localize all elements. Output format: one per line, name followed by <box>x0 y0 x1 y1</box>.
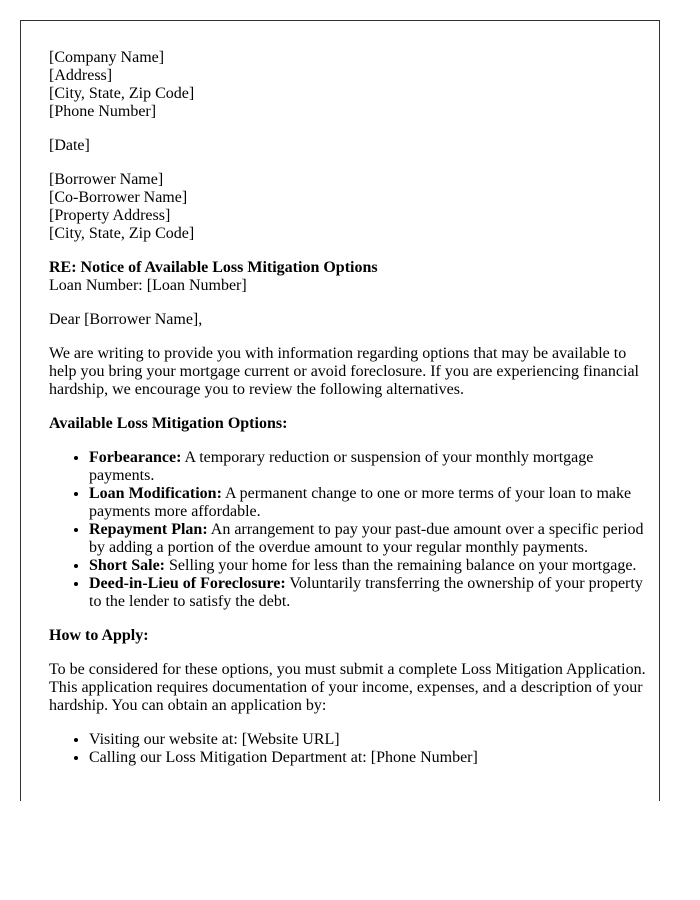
option-term: Short Sale: <box>89 557 165 574</box>
options-heading <box>49 415 649 433</box>
recipient-property-address: [Property Address] <box>49 207 171 224</box>
intro-paragraph: We are writing to provide you with information regarding options that may be available to help you bring your mortgage current or avoid foreclosure. If you are experiencing financial hardship, we encourage you to review the following alternatives. <box>49 345 639 398</box>
subject-re-line: RE: Notice of Available Loss Mitigation Options <box>49 259 378 276</box>
apply-heading <box>49 627 649 645</box>
recipient-block <box>49 171 649 243</box>
letter-date: [Date] <box>49 137 90 154</box>
letter-page <box>20 20 660 801</box>
recipient-borrower-name: [Borrower Name] <box>49 171 164 188</box>
option-description: A temporary reduction or suspension of your monthly mortgage payments. <box>89 449 594 484</box>
option-description: A permanent change to one or more terms of your loan to make payments more affordable. <box>89 485 632 520</box>
sender-company-name: [Company Name] <box>49 49 165 66</box>
apply-methods-list <box>49 731 649 767</box>
option-item <box>89 521 649 557</box>
apply-paragraph: To be considered for these options, you must submit a complete Loss Mitigation Application. This application requires documentation of your income, expenses, and a description of your hardship. You can obtain an application by: <box>49 661 646 714</box>
option-term: Deed-in-Lieu of Foreclosure: <box>89 575 286 592</box>
recipient-co-borrower-name: [Co-Borrower Name] <box>49 189 188 206</box>
option-description: Voluntarily transferring the ownership of your property to the lender to satisfy the debt. <box>89 575 643 610</box>
apply-heading-text: How to Apply: <box>49 627 149 644</box>
salutation: Dear [Borrower Name], <box>49 311 203 328</box>
loan-number: Loan Number: [Loan Number] <box>49 277 247 294</box>
options-list <box>49 449 649 611</box>
sender-phone: [Phone Number] <box>49 103 157 120</box>
option-term: Repayment Plan: <box>89 521 208 538</box>
option-term: Forbearance: <box>89 449 182 466</box>
option-item <box>89 557 649 575</box>
option-item <box>89 575 649 611</box>
option-term: Loan Modification: <box>89 485 222 502</box>
options-heading-text: Available Loss Mitigation Options: <box>49 415 288 432</box>
subject-block <box>49 259 649 295</box>
sender-block <box>49 49 649 121</box>
sender-address: [Address] <box>49 67 113 84</box>
sender-city-state-zip: [City, State, Zip Code] <box>49 85 195 102</box>
option-description: An arrangement to pay your past-due amount over a specific period by adding a portion of the overdue amount to your regular monthly payments. <box>89 521 644 556</box>
letter-content <box>49 49 649 783</box>
option-item <box>89 449 649 485</box>
apply-method-website: • Visiting our website at: [Website URL] <box>89 731 649 749</box>
option-item <box>89 485 649 521</box>
apply-method-phone: • Calling our Loss Mitigation Department at: [Phone Number] <box>89 749 649 767</box>
option-description: Selling your home for less than the remaining balance on your mortgage. <box>165 557 637 574</box>
recipient-city-state-zip: [City, State, Zip Code] <box>49 225 195 242</box>
